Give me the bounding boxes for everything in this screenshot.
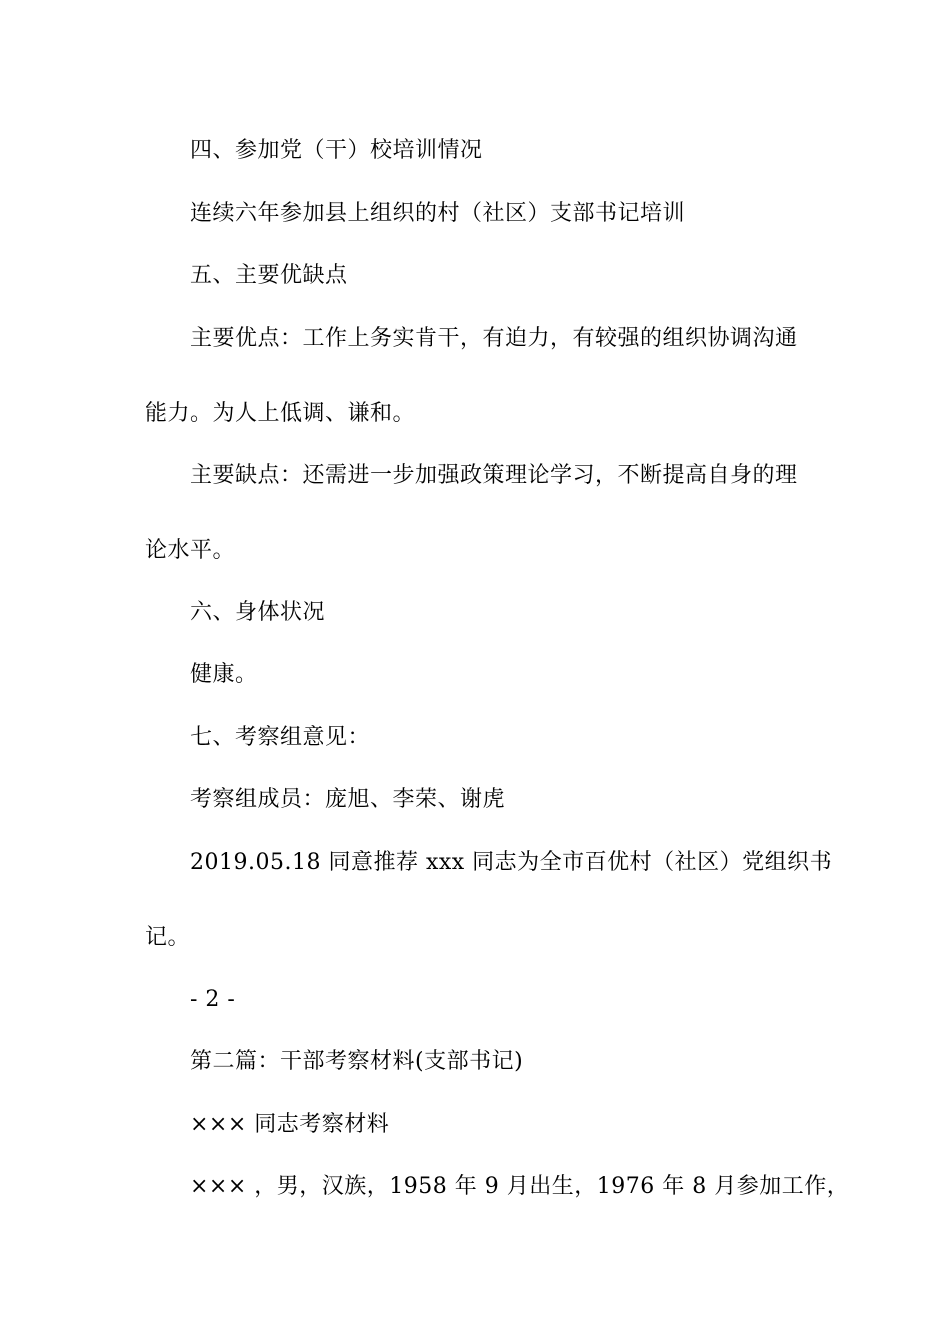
paragraph-recommendation-line1: 2019.05.18 同意推荐 xxx 同志为全市百优村（社区）党组织书 <box>190 850 833 875</box>
paragraph-weaknesses-line2: 论水平。 <box>145 538 236 563</box>
paragraph-recommendation-line2: 记。 <box>145 925 191 950</box>
section-heading-training: 四、参加党（干）校培训情况 <box>190 138 483 163</box>
section-heading-strengths-weaknesses: 五、主要优缺点 <box>190 263 348 288</box>
section-heading-opinion: 七、考察组意见： <box>190 725 371 750</box>
paragraph-health: 健康。 <box>190 662 258 687</box>
section-heading-health: 六、身体状况 <box>190 600 326 625</box>
paragraph-training: 连续六年参加县上组织的村（社区）支部书记培训 <box>190 201 686 226</box>
paragraph-weaknesses-line1: 主要缺点：还需进一步加强政策理论学习，不断提高自身的理 <box>190 463 798 488</box>
page-number: - 2 - <box>190 987 236 1012</box>
paragraph-strengths-line2: 能力。为人上低调、谦和。 <box>145 401 416 426</box>
paragraph-team-members: 考察组成员：庞旭、李荣、谢虎 <box>190 787 506 812</box>
chapter-title: 第二篇：干部考察材料(支部书记) <box>190 1049 524 1074</box>
paragraph-strengths-line1: 主要优点：工作上务实肯干，有迫力，有较强的组织协调沟通 <box>190 326 798 351</box>
material-title: ××× 同志考察材料 <box>190 1112 390 1137</box>
paragraph-bio: ××× ，男，汉族，1958 年 9 月出生，1976 年 8 月参加工作， <box>190 1174 850 1199</box>
